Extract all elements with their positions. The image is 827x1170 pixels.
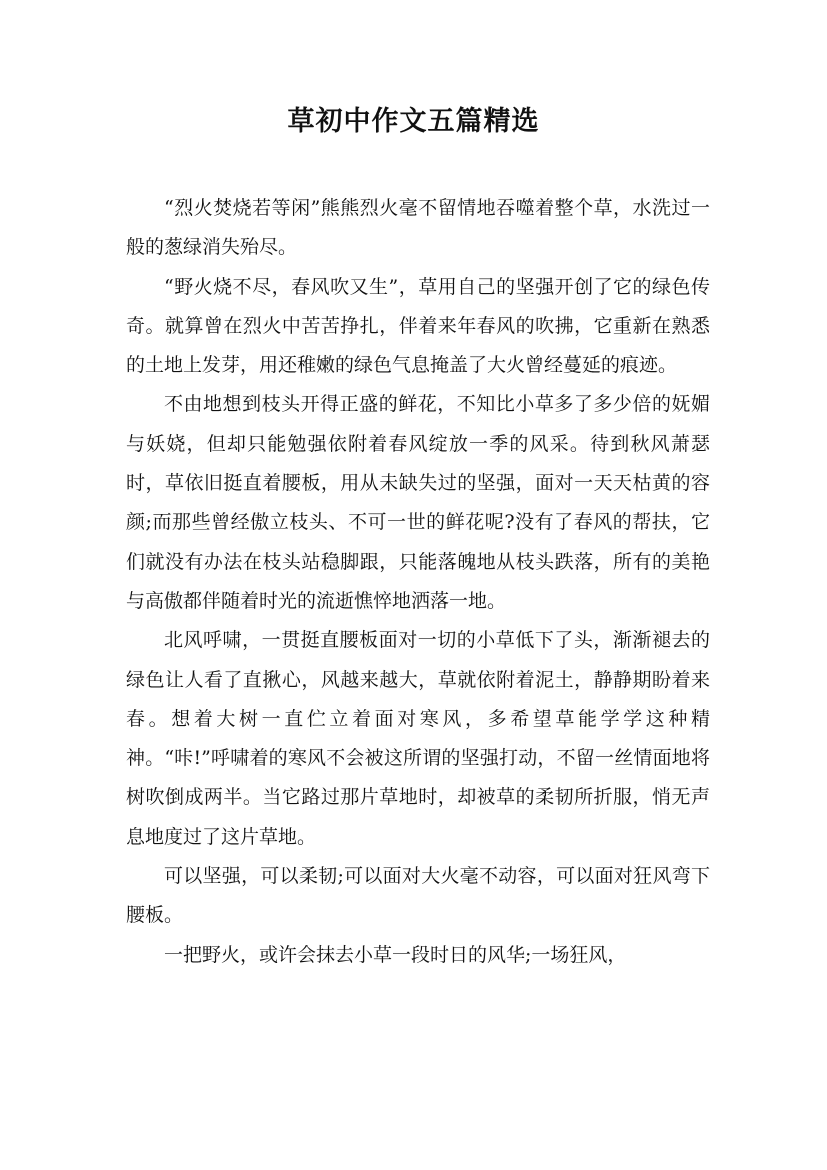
- paragraph-1: “烈火焚烧若等闲”熊熊烈火毫不留情地吞噬着整个草，水洗过一般的葱绿消失殆尽。: [126, 197, 710, 259]
- document-title: 草初中作文五篇精选: [287, 106, 540, 137]
- document-body: [126, 189, 710, 975]
- paragraph-3: 不由地想到枝头开得正盛的鲜花，不知比小草多了多少倍的妩媚与妖娆，但却只能勉强依附着春风绽放一季的风采。待到秋风萧瑟时，草依旧挺直着腰板，用从未缺失过的坚强，面对一天天枯黄的容颜;而那些曾经傲立枝头、不可一世的鲜花呢?没有了春风的帮扶，它们就没有办法在枝头站稳脚跟，只能落魄地从枝头跌落，所有的美艳与高傲都伴随着时光的流逝憔悴地洒落一地。: [126, 393, 710, 612]
- paragraph-5: 可以坚强，可以柔韧;可以面对大火毫不动容，可以面对狂风弯下腰板。: [126, 865, 710, 927]
- paragraph-6: 一把野火，或许会抹去小草一段时日的风华;一场狂风，: [164, 943, 627, 966]
- paragraph-2: “野火烧不尽，春风吹又生”，草用自己的坚强开创了它的绿色传奇。就算曾在烈火中苦苦挣扎，伴着来年春风的吹拂，它重新在熟悉的土地上发芽，用还稚嫩的绿色气息掩盖了大火曾经蔓延的痕迹。: [126, 275, 710, 377]
- paragraph-4: 北风呼啸，一贯挺直腰板面对一切的小草低下了头，渐渐褪去的绿色让人看了直揪心，风越来越大，草就依附着泥土，静静期盼着来春。想着大树一直伫立着面对寒风，多希望草能学学这种精神。“咔!”呼啸着的寒风不会被这所谓的坚强打动，不留一丝情面地将树吹倒成两半。当它路过那片草地时，却被草的柔韧所折服，悄无声息地度过了这片草地。: [126, 629, 710, 848]
